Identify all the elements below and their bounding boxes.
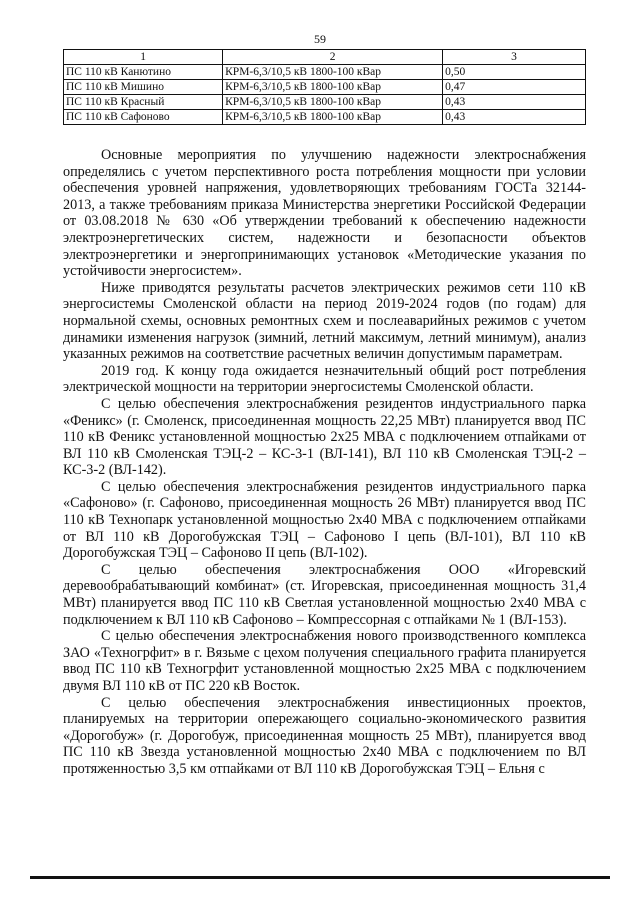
table-row (64, 65, 586, 80)
table-header-cell: 1 (64, 50, 223, 65)
table-header-cell: 2 (223, 50, 443, 65)
table-cell-value: 0,43 (443, 110, 586, 125)
table-cell-value: 0,47 (443, 80, 586, 95)
paragraph: С целью обеспечения электроснабжения резидентов индустриального парка «Сафоново» (г. Сафоново, присоединенная мощность 26 МВт) планируется ввод ПС 110 кВ Технопарк установленной мощностью 2х40 МВА с подключением отпайками от ВЛ 110 кВ Дорогобужская ТЭЦ – Сафоново I цепь (ВЛ-101), ВЛ 110 кВ Дорогобужская ТЭЦ – Сафоново II цепь (ВЛ-102). (63, 478, 586, 562)
page-number: 59 (314, 32, 326, 46)
paragraph: Основные мероприятия по улучшению надежности электроснабжения определялись с учетом перспективного роста потребления мощности при условии обеспечения уровней напряжения, удовлетворяющих требованиям ГОСТа 32144-2013, а также требованиям приказа Министерства энергетики Российской Федерации от 03.08.2018 № 630 «Об утверждении требований к обеспечению надежности электроэнергетических систем, надежности и безопасности объектов электроэнергетики и энергопринимающих установок «Методические указания по устойчивости энергосистем». (63, 147, 586, 280)
table-cell-device: КРМ-6,3/10,5 кВ 1800-100 кВар (223, 95, 443, 110)
table-cell-substation: ПС 110 кВ Канютино (64, 65, 223, 80)
paragraph: Ниже приводятся результаты расчетов электрических режимов сети 110 кВ энергосистемы Смоленской области на период 2019-2024 годов (по годам) для нормальной схемы, основных ремонтных схем и послеаварийных режимов с учетом динамики изменения нагрузок (зимний, летний максимум, летний минимум), анализ указанных режимов на соответствие расчетных величин допустимым параметрам. (63, 279, 586, 363)
table-row (64, 80, 586, 95)
table-header-row (64, 50, 586, 65)
paragraph: С целью обеспечения электроснабжения инвестиционных проектов, планируемых на территории опережающего социально-экономического развития «Дорогобуж» (г. Дорогобуж, присоединенная мощность 25 МВт), планируется ввод ПС 110 кВ Звезда установленной мощностью 2х40 МВА с подключением по ВЛ протяженностью 3,5 км отпайками от ВЛ 110 кВ Дорогобужская ТЭЦ – Ельня с (63, 694, 586, 777)
paragraph: 2019 год. К концу года ожидается незначительный общий рост потребления электрической мощности на территории энергосистемы Смоленской области. (63, 362, 586, 396)
table-row (64, 95, 586, 110)
table-cell-value: 0,50 (443, 65, 586, 80)
equipment-table (63, 49, 586, 125)
table-cell-substation: ПС 110 кВ Сафоново (64, 110, 223, 125)
footer-rule (30, 876, 610, 879)
table-cell-substation: ПС 110 кВ Мишино (64, 80, 223, 95)
table-header-cell: 3 (443, 50, 586, 65)
table-cell-device: КРМ-6,3/10,5 кВ 1800-100 кВар (223, 80, 443, 95)
paragraph: С целью обеспечения электроснабжения ООО «Игоревский деревообрабатывающий комбинат» (ст. Игоревская, присоединенная мощность 31,4 МВт) планируется ввод ПС 110 кВ Светлая установленной мощностью 2х40 МВА с подключением к ВЛ 110 кВ Сафоново – Компрессорная с отпайками № 1 (ВЛ-153). (63, 561, 586, 628)
table-cell-substation: ПС 110 кВ Красный (64, 95, 223, 110)
table-row (64, 110, 586, 125)
paragraph: С целью обеспечения электроснабжения нового производственного комплекса ЗАО «Техногрфит» в г. Вязьме с цехом получения специального графита планируется ввод ПС 110 кВ Техногрфит установленной мощностью 2х25 МВА с подключением двумя ВЛ 110 кВ от ПС 220 кВ Восток. (63, 628, 586, 694)
table-cell-device: КРМ-6,3/10,5 кВ 1800-100 кВар (223, 110, 443, 125)
document-body (63, 147, 586, 778)
table-cell-device: КРМ-6,3/10,5 кВ 1800-100 кВар (223, 65, 443, 80)
table-cell-value: 0,43 (443, 95, 586, 110)
paragraph: С целью обеспечения электроснабжения резидентов индустриального парка «Феникс» (г. Смоленск, присоединенная мощность 22,25 МВт) планируется ввод ПС 110 кВ Феникс установленной мощностью 2х25 МВА с подключением отпайками от ВЛ 110 кВ Смоленская ТЭЦ-2 – КС-3-1 (ВЛ-141), ВЛ 110 кВ Смоленская ТЭЦ-2 – КС-3-2 (ВЛ-142). (63, 395, 586, 479)
